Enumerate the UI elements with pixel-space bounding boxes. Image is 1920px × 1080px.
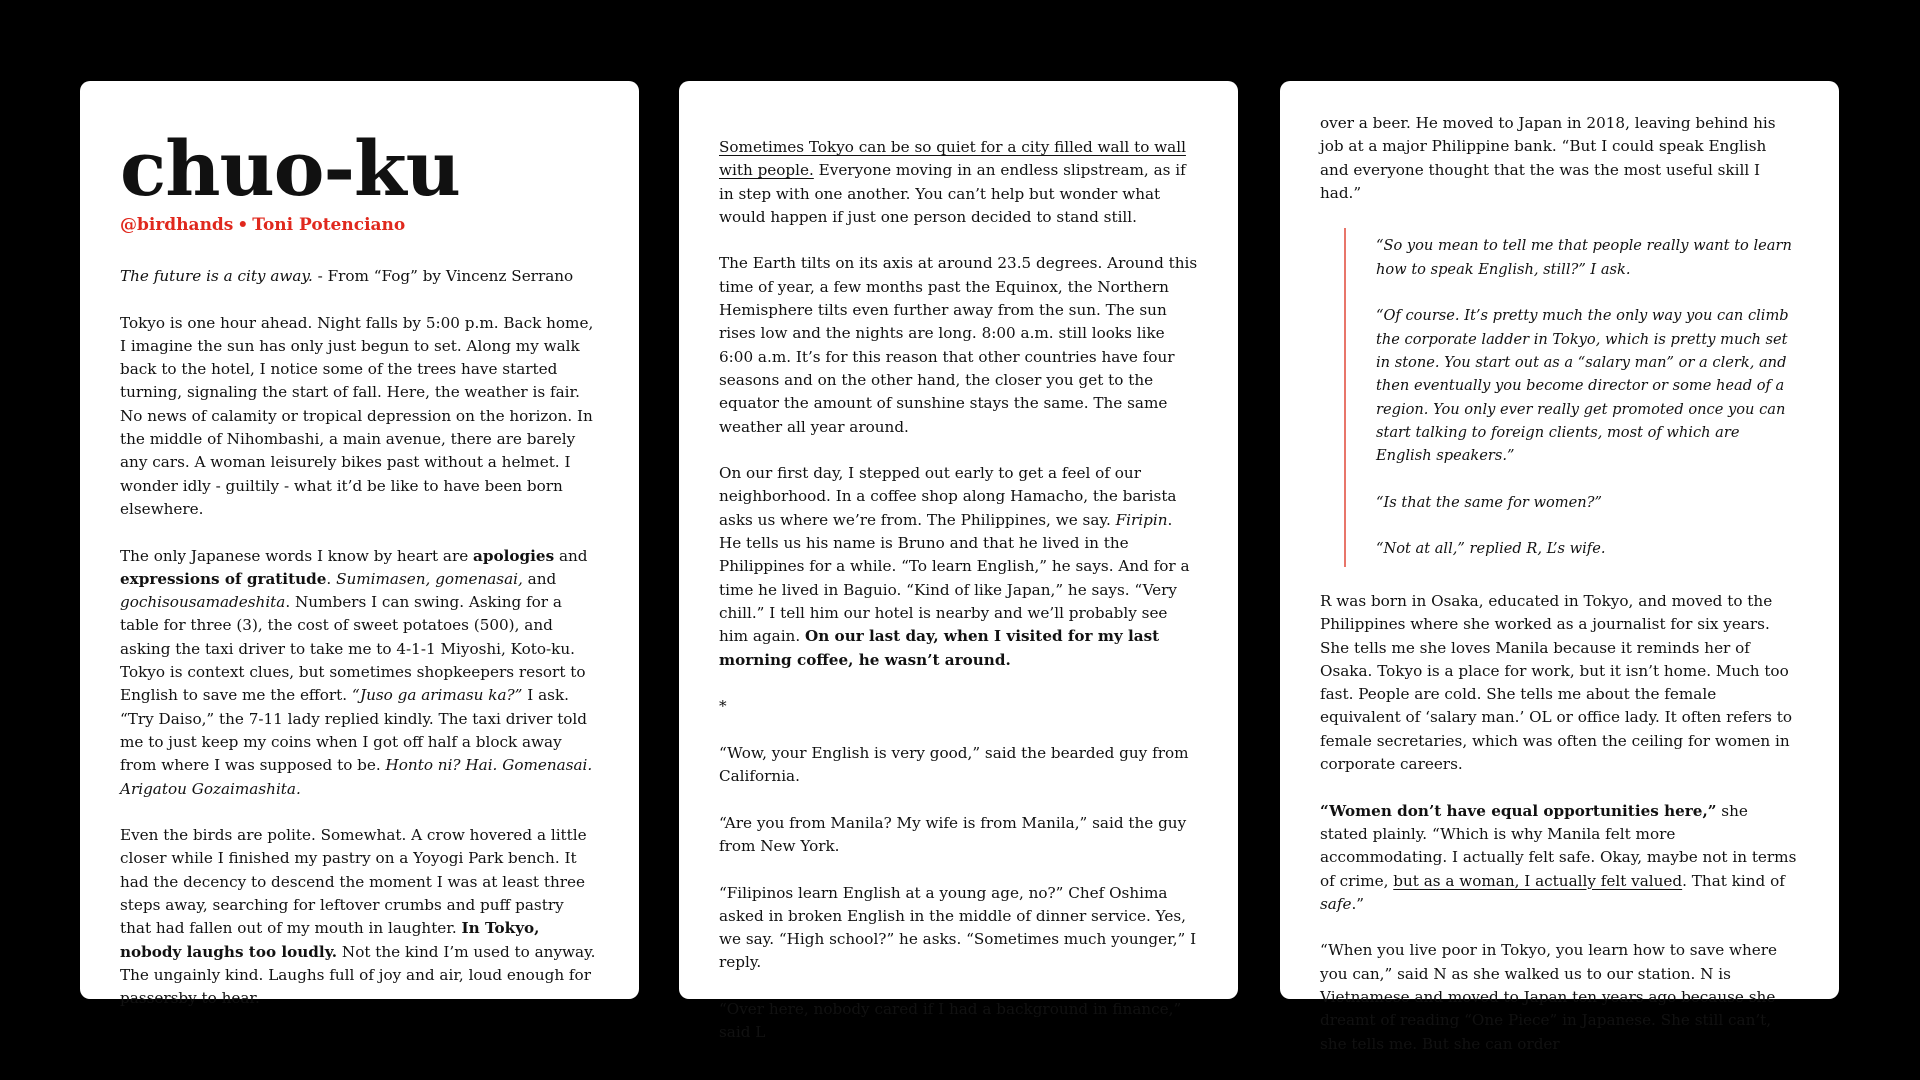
italic-text: Sumimasen, gomenasai, [336, 569, 523, 588]
page-3 [1280, 81, 1839, 1053]
paragraph: R was born in Osaka, educated in Tokyo, and moved to the Philippines where she worked as a journalist for six years. She tells me she loves Manila because it reminds her of Osaka. Tokyo is a place for work, but it isn’t home. Much too fast. People are cold. She tells me about the female equivalent of ‘salary man.’ OL or office lady. It often refers to female secretaries, which was often the ceiling for women in corporate careers. [1320, 591, 1793, 774]
quote-line: “Of course. It’s pretty much the only way you can climb the corporate ladder in Tokyo, which is pretty much set in stone. You start out as a “salary man” or a clerk, and then eventually you become director or some head of a region. You only ever really get promoted once you can start talking to foreign clients, most of which are English speakers.” [1376, 307, 1789, 465]
paragraph [120, 824, 599, 1010]
paragraph: Tokyo is one hour ahead. Night falls by 5:00 p.m. Back home, I imagine the sun has only just begun to set. Along my walk back to the hotel, I notice some of the trees have started turning, signaling the start of fall. Here, the weather is fair. No news of calamity or tropical depression on the horizon. In the middle of Nihombashi, a main avenue, there are barely any cars. A woman leisurely bikes past without a helmet. I wonder idly - guiltily - what it’d be like to have been born elsewhere. [120, 313, 594, 518]
paragraph [719, 136, 1198, 229]
byline-separator: • [237, 215, 249, 235]
paragraph [719, 462, 1198, 672]
italic-text: gochisousamadeshita [120, 593, 286, 612]
paragraph: over a beer. He moved to Japan in 2018, leaving behind his job at a major Philippine bank. “But I could speak English and everyone thought that the was the most useful skill I had.” [1320, 114, 1776, 202]
epigraph-source: - From “Fog” by Vincenz Serrano [312, 267, 574, 285]
text-run: . He tells us his name is Bruno and that he lived in the Philippines for a while. “To learn English,” he says. And for a time he lived in Baguio. “Kind of like Japan,” he says. “Very chill.” I tell him our hotel is nearby and we’ll probably see him again. [719, 510, 1190, 646]
underlined-text: Sometimes Tokyo can be so quiet for a city filled wall to wall with people. [719, 138, 1186, 180]
blockquote [1344, 228, 1799, 566]
paragraph [1320, 800, 1799, 916]
text-run: and [522, 569, 557, 588]
text-run: Everyone moving in an endless slipstream, as if in step with one another. You can’t help but wonder what would happen if just one person decided to stand still. [719, 161, 1186, 226]
italic-text: “Juso ga arimasu ka?” [351, 686, 523, 705]
text-run: Even the birds are polite. Somewhat. A crow hovered a little closer while I finished my pastry on a Yoyogi Park bench. It had the decency to descend the moment I was at least three steps away, searching for leftover crumbs and puff pastry that had fallen out of my mouth in laughter. [120, 826, 587, 938]
text-run: .” [1351, 894, 1365, 913]
text-run: On our first day, I stepped out early to get a feel of our neighborhood. In a coffee shop along Hamacho, the barista asks us where we’re from. The Philippines, we say. [719, 464, 1177, 529]
bold-text: apologies [473, 546, 555, 565]
paragraph: “Wow, your English is very good,” said the bearded guy from California. [719, 743, 1189, 786]
epigraph-quote: The future is a city away. [120, 267, 313, 285]
text-run: she stated plainly. “Which is why Manila felt more accommodating. I actually felt safe. Okay, maybe not in terms of crime, [1320, 801, 1797, 890]
quote-line: “Not at all,” replied R, L’s wife. [1376, 540, 1606, 558]
author-name: Toni Potenciano [252, 215, 406, 235]
epigraph [120, 265, 599, 288]
article-title: chuo-ku [120, 124, 460, 213]
paragraph [120, 545, 599, 801]
italic-text: Firipin [1115, 510, 1168, 529]
quote-line: “Is that the same for women?” [1376, 493, 1602, 511]
text-run: I ask. “Try Daiso,” the 7-11 lady replied kindly. The taxi driver told me to just keep my coins when I got off half a block away from where I was supposed to be. [120, 686, 588, 775]
bold-text: expressions of gratitude [120, 569, 327, 588]
author-handle[interactable]: @birdhands [120, 215, 234, 235]
quote-line: “So you mean to tell me that people really want to learn how to speak English, still?” I ask. [1376, 237, 1792, 278]
underlined-text: but as a woman, I actually felt valued [1393, 871, 1683, 890]
text-run: Not the kind I’m used to anyway. The ungainly kind. Laughs full of joy and air, loud enough for passersby to hear. [120, 942, 596, 1008]
page-2 [679, 81, 1238, 1042]
paragraph: “When you live poor in Tokyo, you learn how to save where you can,” said N as she walked us to our station. N is Vietnamese and moved to Japan ten years ago because she dreamt of reading “One Piece” in Japanese. She still can’t, she tells me. But she can order [1320, 941, 1778, 1053]
paragraph: The Earth tilts on its axis at around 23.5 degrees. Around this time of year, a few months past the Equinox, the Northern Hemisphere tilts even further away from the sun. The sun rises low and the nights are long. 8:00 a.m. still looks like 6:00 a.m. It’s for this reason that other countries have four seasons and on the other hand, the closer you get to the equator the amount of sunshine stays the same. The same weather all year around. [719, 254, 1198, 436]
text-run: The only Japanese words I know by heart are [120, 546, 474, 565]
bold-text: “Women don’t have equal opportunities here,” [1320, 801, 1717, 820]
text-run: and [554, 546, 588, 565]
section-divider: * [719, 697, 727, 716]
text-run: . [326, 569, 337, 588]
italic-text: Honto ni? Hai. Gomenasai. Arigatou Gozaimashita. [120, 756, 593, 798]
paragraph: “Filipinos learn English at a young age, no?” Chef Oshima asked in broken English in the middle of dinner service. Yes, we say. “High school?” he asks. “Sometimes much younger,” I reply. [719, 883, 1197, 972]
text-run: . That kind of [1682, 871, 1785, 890]
italic-text: safe [1320, 894, 1352, 913]
text-run: . Numbers I can swing. Asking for a table for three (3), the cost of sweet potatoes (500), and asking the taxi driver to take me to 4-1-1 Miyoshi, Koto-ku. Tokyo is context clues, but sometimes shopkeepers resort to English to save me the effort. [120, 593, 586, 705]
bold-text: On our last day, when I visited for my last morning coffee, he wasn’t around. [719, 627, 1160, 669]
bold-text: In Tokyo, nobody laughs too loudly. [120, 919, 540, 961]
paragraph: “Over here, nobody cared if I had a background in finance,” said L [719, 999, 1182, 1042]
paragraph: “Are you from Manila? My wife is from Manila,” said the guy from New York. [719, 813, 1187, 855]
page-1 [80, 81, 639, 1008]
byline [120, 213, 599, 237]
